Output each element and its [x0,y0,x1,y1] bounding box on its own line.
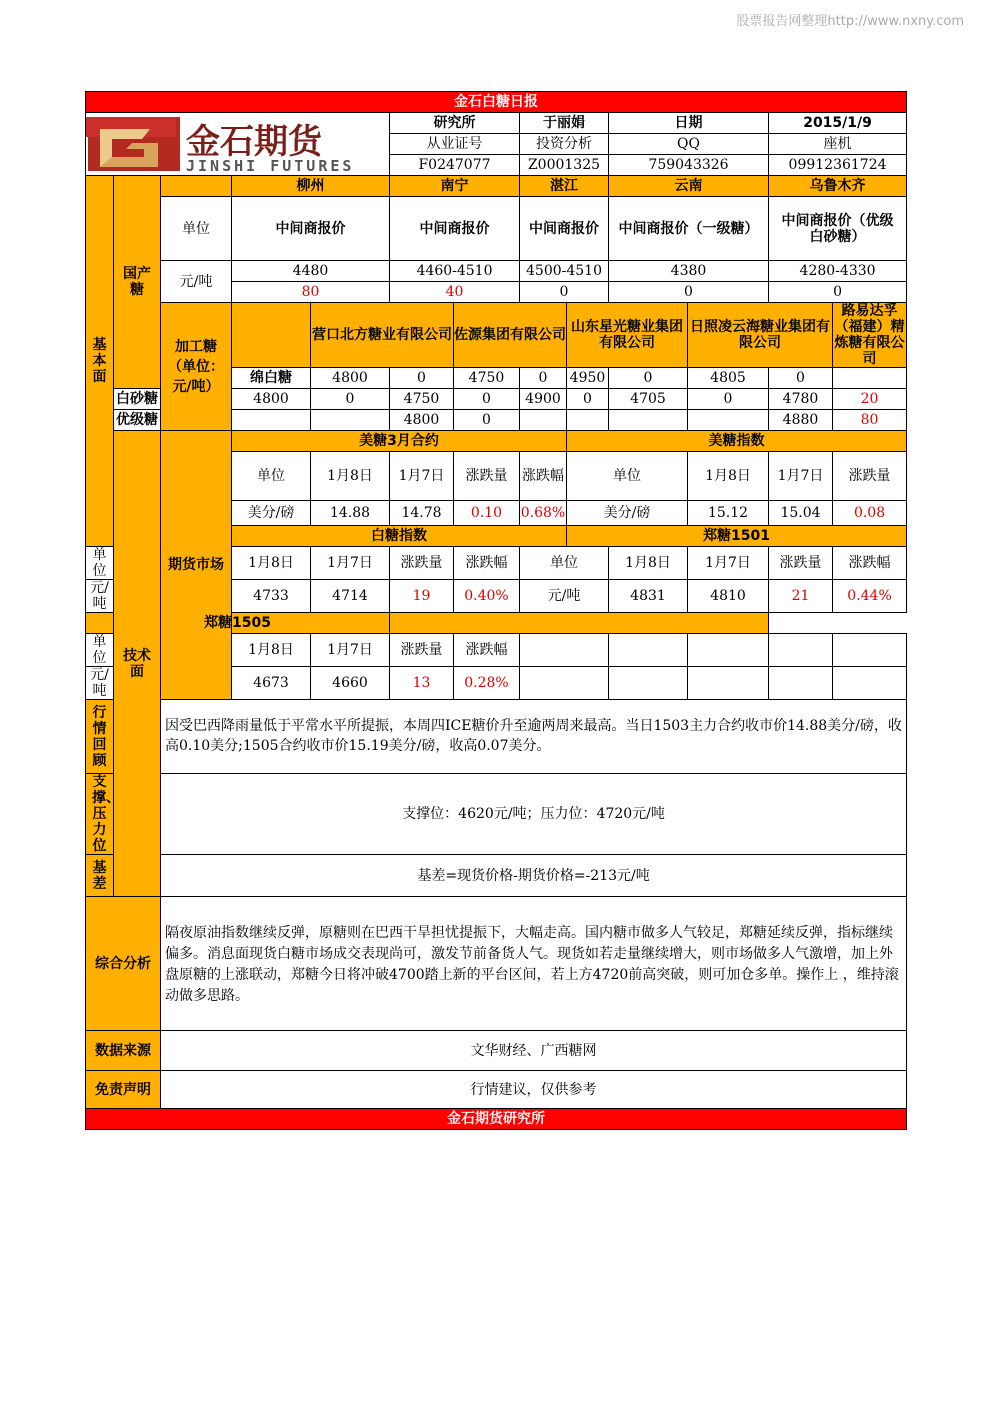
us-march-unit: 美分/磅 [232,501,311,526]
report-title: 金石白糖日报 [86,92,907,113]
quote-type-zhanjiang: 中间商报价 [520,197,609,261]
market-review-label: 行情回顾 [86,700,114,774]
zc1501-pct: 0.44% [833,580,907,613]
col-change: 涨跌量 [390,547,454,580]
header-qq-value: 759043326 [609,155,769,176]
price-urumqi: 4280-4330 [769,261,907,282]
disclaimer-text: 行情建议，仅供参考 [161,1071,907,1109]
source-label: 数据来源 [86,1031,161,1071]
company-zuoyuan: 佐源集团有限公司 [454,303,567,368]
header-license-id: F0247077 [390,155,520,176]
product-row-label: 绵白糖 [232,368,311,389]
header-invest-id: Z0001325 [520,155,609,176]
processed-sugar-label: 加工糖（单位：元/吨） [161,303,232,431]
us-index-d2: 15.04 [769,501,833,526]
us-index-change: 0.08 [833,501,907,526]
col-unit: 单位 [520,547,609,580]
zc1505-pct: 0.28% [454,667,520,700]
product-cell: 20 [833,389,907,410]
product-cell [232,410,311,431]
product-cell: 4780 [769,389,833,410]
source-text: 文华财经、广西糖网 [161,1031,907,1071]
market-review-text: 因受巴西降雨量低于平常水平所提振，本周四ICE糖价升至逾两周来最高。当日1503主力合约收市价14.88美分/磅，收高0.10美分;1505合约收市价15.19美分/磅，收高0.07美分。 [161,700,907,774]
company-yingkou: 营口北方糖业有限公司 [311,303,454,368]
product-cell: 0 [567,389,609,410]
product-cell: 0 [688,389,769,410]
change-nanning: 40 [390,282,520,303]
us-march-pct: 0.68% [520,501,567,526]
change-zhanjiang: 0 [520,282,609,303]
basis-label: 基差 [86,855,114,897]
col-change-pct: 涨跌幅 [454,547,520,580]
product-cell: 0 [311,389,390,410]
col-change: 涨跌量 [769,547,833,580]
col-jan7: 1月7日 [769,452,833,501]
product-cell: 4750 [390,389,454,410]
col-change: 涨跌量 [390,634,454,667]
product-cell: 0 [454,389,520,410]
white-index-d1: 4733 [232,580,311,613]
product-cell [311,410,390,431]
price-yunnan: 4380 [609,261,769,282]
white-index-unit: 元/吨 [86,580,114,613]
support-resistance-label: 支撑、压力位 [86,774,114,855]
watermark: 股票报告网整理http://www.nxny.com [736,14,964,29]
zc1505-title: 郑糖1505 [86,613,390,634]
change-urumqi: 0 [769,282,907,303]
city-yunnan: 云南 [609,176,769,197]
city-nanning: 南宁 [390,176,520,197]
col-jan7: 1月7日 [390,452,454,501]
header-date-label: 日期 [609,113,769,134]
zc1505-d1: 4673 [232,667,311,700]
zc1501-d2: 4810 [688,580,769,613]
product-cell: 4800 [311,368,390,389]
domestic-sugar-label: 国产糖 [114,176,161,389]
product-cell: 0 [390,368,454,389]
col-jan7: 1月7日 [311,547,390,580]
header-phone-value: 09912361724 [769,155,907,176]
city-urumqi: 乌鲁木齐 [769,176,907,197]
us-index-title: 美糖指数 [567,431,907,452]
col-unit: 单位 [232,452,311,501]
product-cell [688,410,769,431]
change-liuzhou: 80 [232,282,390,303]
header-invest-label: 投资分析 [520,134,609,155]
col-change-pct: 涨跌幅 [454,634,520,667]
product-cell: 4800 [390,410,454,431]
col-jan7: 1月7日 [688,547,769,580]
col-unit: 单位 [567,452,688,501]
change-yunnan: 0 [609,282,769,303]
support-resistance-text: 支撑位：4620元/吨；压力位：4720元/吨 [161,774,907,855]
col-jan8: 1月8日 [232,547,311,580]
product-cell: 4950 [567,368,609,389]
white-index-change: 19 [390,580,454,613]
technicals-label: 技术面 [114,431,161,897]
product-row-label: 优级糖 [114,410,161,431]
header-analyst-name: 于丽娟 [520,113,609,134]
futures-market-label: 期货市场 [161,431,232,700]
col-change-pct: 涨跌幅 [520,452,567,501]
col-jan8: 1月8日 [311,452,390,501]
product-cell [567,410,609,431]
company-xingguang: 山东星光糖业集团有限公司 [567,303,688,368]
footer-institute: 金石期货研究所 [86,1109,907,1130]
zc1501-change: 21 [769,580,833,613]
white-index-pct: 0.40% [454,580,520,613]
zc1505-change: 13 [390,667,454,700]
quote-type-nanning: 中间商报价 [390,197,520,261]
product-cell: 0 [454,410,520,431]
header-qq-label: QQ [609,134,769,155]
zc1505-unit: 元/吨 [86,667,114,700]
header-research-label: 研究所 [390,113,520,134]
us-index-unit: 美分/磅 [567,501,688,526]
zc1501-title: 郑糖1501 [567,526,907,547]
daily-report-sheet [85,91,906,1130]
basis-text: 基差=现货价格-期货价格=-213元/吨 [161,855,907,897]
city-liuzhou: 柳州 [232,176,390,197]
report-table [85,91,907,1130]
analysis-text: 隔夜原油指数继续反弹，原糖则在巴西干旱担忧提振下，大幅走高。国内糖市做多人气较足，郑糖延续反弹，指标继续偏多。消息面现货白糖市场成交表现尚可，激发节前备货人气。现货如若走量继续增大，则市场做多人气激增，加上外盘原糖的上涨联动，郑糖今日将冲破4700踏上新的平台区间，若上方4720前高突破，则可加仓多单。操作上 ，维持滚动做多思路。 [161,897,907,1031]
col-change-pct: 涨跌幅 [833,547,907,580]
product-cell: 80 [833,410,907,431]
header-license-label: 从业证号 [390,134,520,155]
us-march-change: 0.10 [454,501,520,526]
company-lingyunhai: 日照凌云海糖业集团有限公司 [688,303,833,368]
jinshi-logo [86,113,390,176]
col-jan7: 1月7日 [311,634,390,667]
logo-cn-text: 金石期货 [186,122,322,162]
product-cell: 0 [520,368,567,389]
disclaimer-label: 免责声明 [86,1071,161,1109]
product-cell: 4705 [609,389,688,410]
zc1501-unit: 元/吨 [520,580,609,613]
col-jan8: 1月8日 [609,547,688,580]
us-march-title: 美糖3月合约 [232,431,567,452]
quote-type-yunnan: 中间商报价（一级糖） [609,197,769,261]
white-index-d2: 4714 [311,580,390,613]
col-jan8: 1月8日 [232,634,311,667]
zc1505-d2: 4660 [311,667,390,700]
product-row-label: 白砂糖 [114,389,161,410]
us-index-d1: 15.12 [688,501,769,526]
header-date-value: 2015/1/9 [769,113,907,134]
unit-label: 单位 [161,197,232,261]
us-march-d1: 14.88 [311,501,390,526]
price-nanning: 4460-4510 [390,261,520,282]
product-cell: 4805 [688,368,769,389]
product-cell [833,368,907,389]
zc1501-d1: 4831 [609,580,688,613]
col-jan8: 1月8日 [688,452,769,501]
col-change: 涨跌量 [454,452,520,501]
product-cell [609,410,688,431]
logo-en-text: JINSHI FUTURES [186,157,355,175]
quote-type-liuzhou: 中间商报价 [232,197,390,261]
col-unit: 单位 [86,547,114,580]
quote-type-urumqi: 中间商报价（优级白砂糖） [769,197,907,261]
analysis-label: 综合分析 [86,897,161,1031]
product-cell [520,410,567,431]
price-unit: 元/吨 [161,261,232,303]
col-change: 涨跌量 [833,452,907,501]
logo-mark-icon [86,113,390,175]
company-louis-dreyfus: 路易达孚（福建）精炼糖有限公司 [833,303,907,368]
fundamentals-label: 基本面 [86,176,114,547]
col-unit: 单位 [86,634,114,667]
product-cell: 0 [769,368,833,389]
product-cell: 4900 [520,389,567,410]
price-liuzhou: 4480 [232,261,390,282]
product-cell: 0 [609,368,688,389]
white-index-title: 白糖指数 [232,526,567,547]
product-cell: 4800 [232,389,311,410]
price-zhanjiang: 4500-4510 [520,261,609,282]
us-march-d2: 14.78 [390,501,454,526]
product-cell: 4880 [769,410,833,431]
city-zhanjiang: 湛江 [520,176,609,197]
header-phone-label: 座机 [769,134,907,155]
product-cell: 4750 [454,368,520,389]
